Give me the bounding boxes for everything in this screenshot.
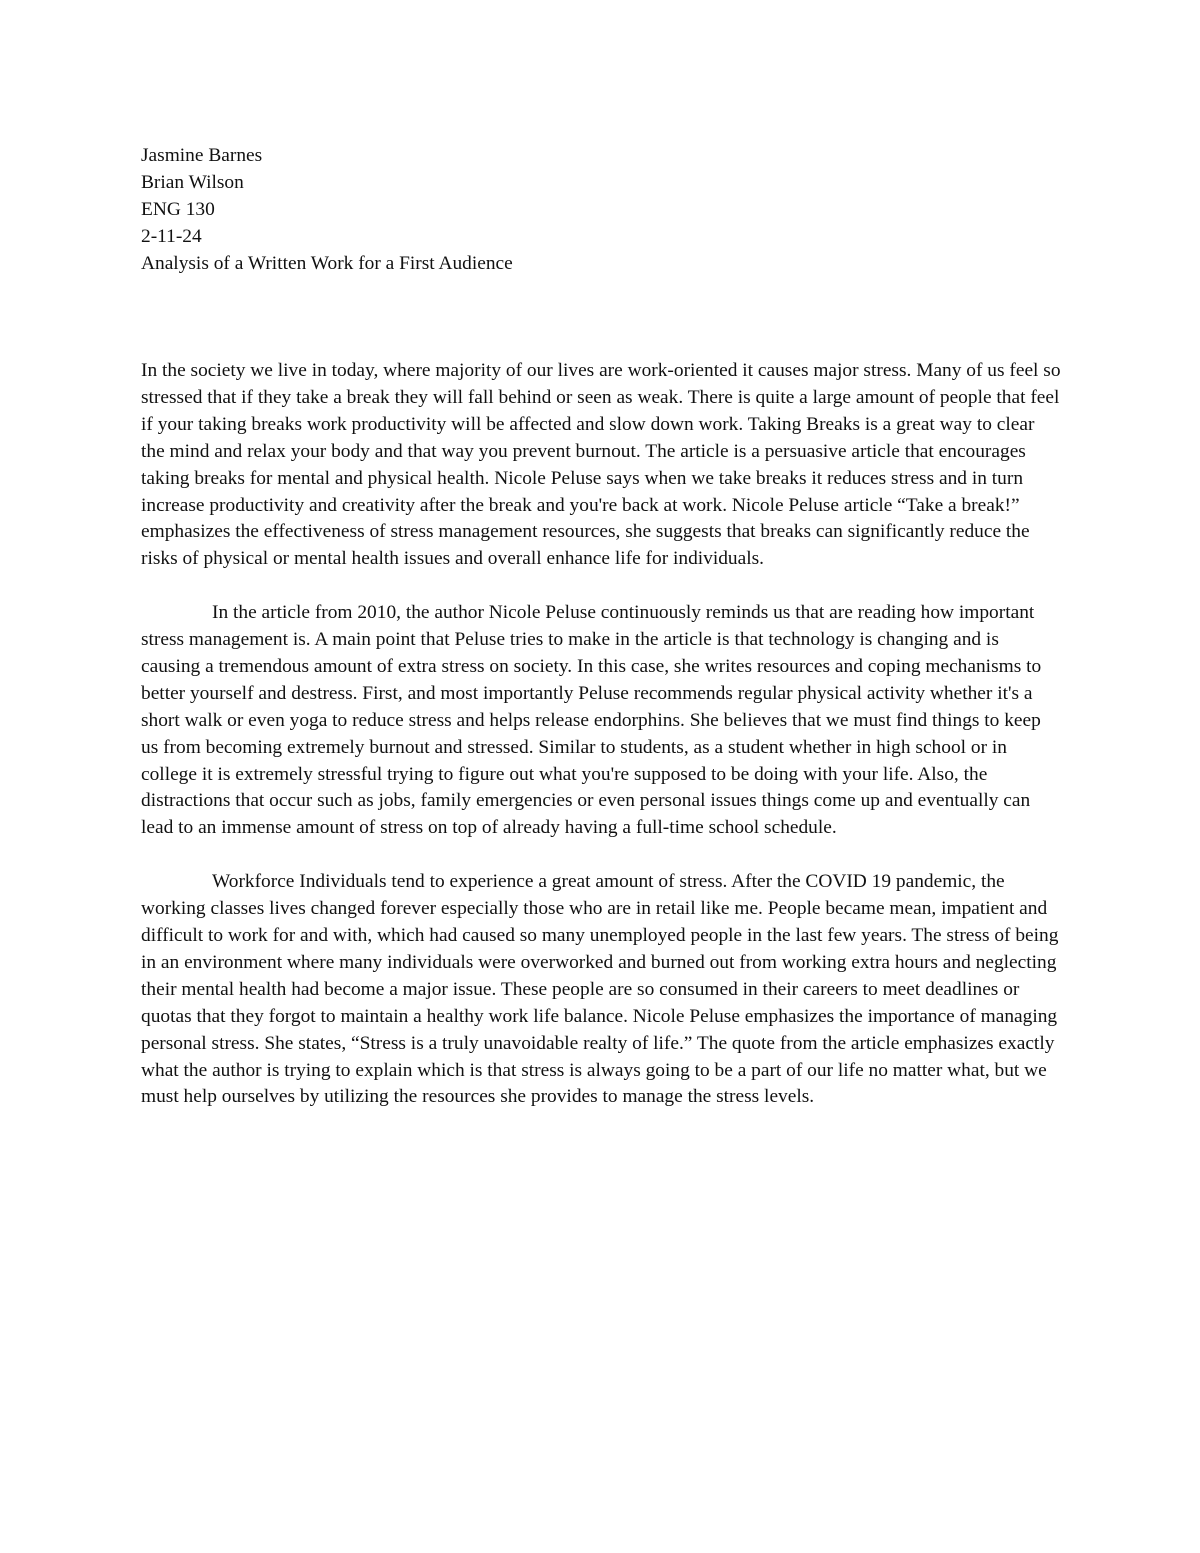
paragraph-article-summary: In the article from 2010, the author Nicole Peluse continuously reminds us that are reading how important stress management is. A main point that Peluse tries to make in the article is that technology is changing and is causing a tremendous amount of extra stress on society. In this case, she writes resources and coping mechanisms to better yourself and destress. First, and most importantly Peluse recommends regular physical activity whether it's a short walk or even yoga to reduce stress and helps release endorphins. She believes that we must find things to keep us from becoming extremely burnout and stressed. Similar to students, as a student whether in high school or in college it is extremely stressful trying to figure out what you're supposed to be doing with your life. Also, the distractions that occur such as jobs, family emergencies or even personal issues things come up and eventually can lead to an immense amount of stress on top of already having a full-time school schedule. bbox=[141, 602, 1042, 839]
paragraph-intro: In the society we live in today, where majority of our lives are work-oriented it causes major stress. Many of us feel so stressed that if they take a break they will fall behind or seen as weak. There is quite a large amount of people that feel if your taking breaks work productivity will be affected and slow down work. Taking Breaks is a great way to clear the mind and relax your body and that way you prevent burnout. The article is a persuasive article that encourages taking breaks for mental and physical health. Nicole Peluse says when we take breaks it reduces stress and in turn increase productivity and creativity after the break and you're back at work. Nicole Peluse article “Take a break!” emphasizes the effectiveness of stress management resources, she suggests that breaks can significantly reduce the risks of physical or mental health issues and overall enhance life for individuals. bbox=[141, 360, 1061, 570]
paragraph-workforce: Workforce Individuals tend to experience a great amount of stress. After the COVID 19 pandemic, the working classes lives changed forever especially those who are in retail like me. People became mean, impatient and difficult to work for and with, which had caused so many unemployed people in the last few years. The stress of being in an environment where many individuals were overworked and burned out from working extra hours and neglecting their mental health had become a major issue. These people are so consumed in their careers to meet deadlines or quotas that they forgot to maintain a healthy work life balance. Nicole Peluse emphasizes the importance of managing personal stress. She states, “Stress is a truly unavoidable realty of life.” The quote from the article emphasizes exactly what the author is trying to explain which is that stress is always going to be a part of our life no matter what, but we must help ourselves by utilizing the resources she provides to manage the stress levels. bbox=[141, 871, 1059, 1108]
student-name: Jasmine Barnes bbox=[141, 145, 263, 166]
course-code: ENG 130 bbox=[141, 198, 215, 220]
document-title: Analysis of a Written Work for a First Audience bbox=[141, 252, 513, 274]
essay-body bbox=[141, 358, 1062, 1138]
instructor-name: Brian Wilson bbox=[141, 171, 244, 193]
document-date: 2-11-24 bbox=[141, 225, 202, 247]
document-header bbox=[141, 143, 1061, 278]
